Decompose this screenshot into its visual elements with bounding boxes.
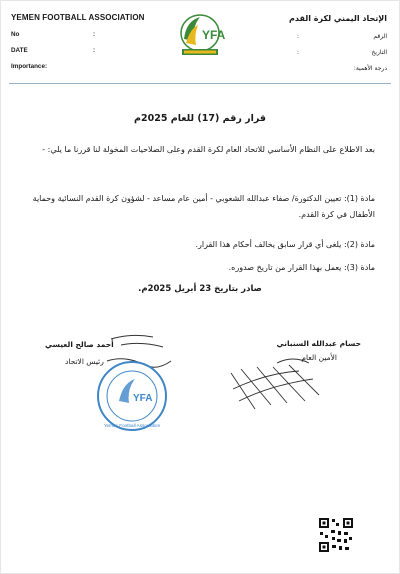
- field-number: [11, 31, 101, 47]
- logo-text: YFA: [202, 28, 226, 42]
- field-importance: [11, 63, 101, 79]
- header-fields-arabic: [247, 33, 387, 81]
- field-colon: :: [296, 49, 299, 56]
- preamble-paragraph: بعد الاطلاع على النظام الأساسي للاتحاد العام لكرة القدم وعلى الصلاحيات المخولة لنا قررنا ما يلي: -: [42, 145, 375, 154]
- article-1: مادة (1): تعيين الدكتورة/ صفاء عبدالله الشعوبي - أمين عام مساعد - لشؤون كرة القدم النسائية وحماية الأطفال في كرة القدم.: [32, 194, 375, 219]
- article-2: مادة (2): يلغى أي قرار سابق يخالف أحكام هذا القرار.: [195, 240, 375, 249]
- signatory-right-name: حسام عبدالله السنباني: [276, 339, 361, 348]
- field-label: DATE: [11, 47, 28, 54]
- issue-date: صادر بتاريخ 23 أبريل 2025م.: [138, 284, 262, 294]
- field-colon: :: [93, 31, 96, 38]
- field-label: الرقم: [373, 33, 387, 40]
- header-org-english: YEMEN FOOTBALL ASSOCIATION: [11, 13, 145, 22]
- field-label: درجة الأهمية:: [353, 65, 387, 72]
- field-label: No: [11, 31, 20, 38]
- signatory-left-title: رئيس الاتحاد: [65, 357, 104, 366]
- field-date: [11, 47, 101, 63]
- signatory-left-name: أحمد صالح العيسي: [45, 340, 114, 349]
- header-org-arabic: الإتحاد اليمني لكرة القدم: [288, 14, 387, 23]
- header-fields-english: [11, 31, 101, 79]
- field-label: التاريخ: [371, 49, 387, 56]
- field-label: Importance:: [11, 63, 48, 70]
- field-date-ar: [247, 49, 387, 65]
- article-3: مادة (3): يعمل بهذا القرار من تاريخ صدوره.: [228, 263, 375, 272]
- official-stamp: [95, 357, 169, 435]
- field-importance-ar: [247, 65, 387, 81]
- header-divider: [9, 83, 391, 84]
- field-number-ar: [247, 33, 387, 49]
- stamp-ring-text: Yemen Football Association: [103, 423, 161, 428]
- field-colon: :: [93, 47, 96, 54]
- yfa-logo: [166, 9, 234, 61]
- signature-right-handwritten: [227, 349, 325, 411]
- decision-title: قرار رقم (17) للعام 2025م: [134, 113, 266, 124]
- field-colon: :: [296, 33, 299, 40]
- qr-code: [318, 517, 354, 553]
- stamp-text: YFA: [133, 393, 153, 404]
- signatory-right-title: الأمين العام: [301, 353, 337, 362]
